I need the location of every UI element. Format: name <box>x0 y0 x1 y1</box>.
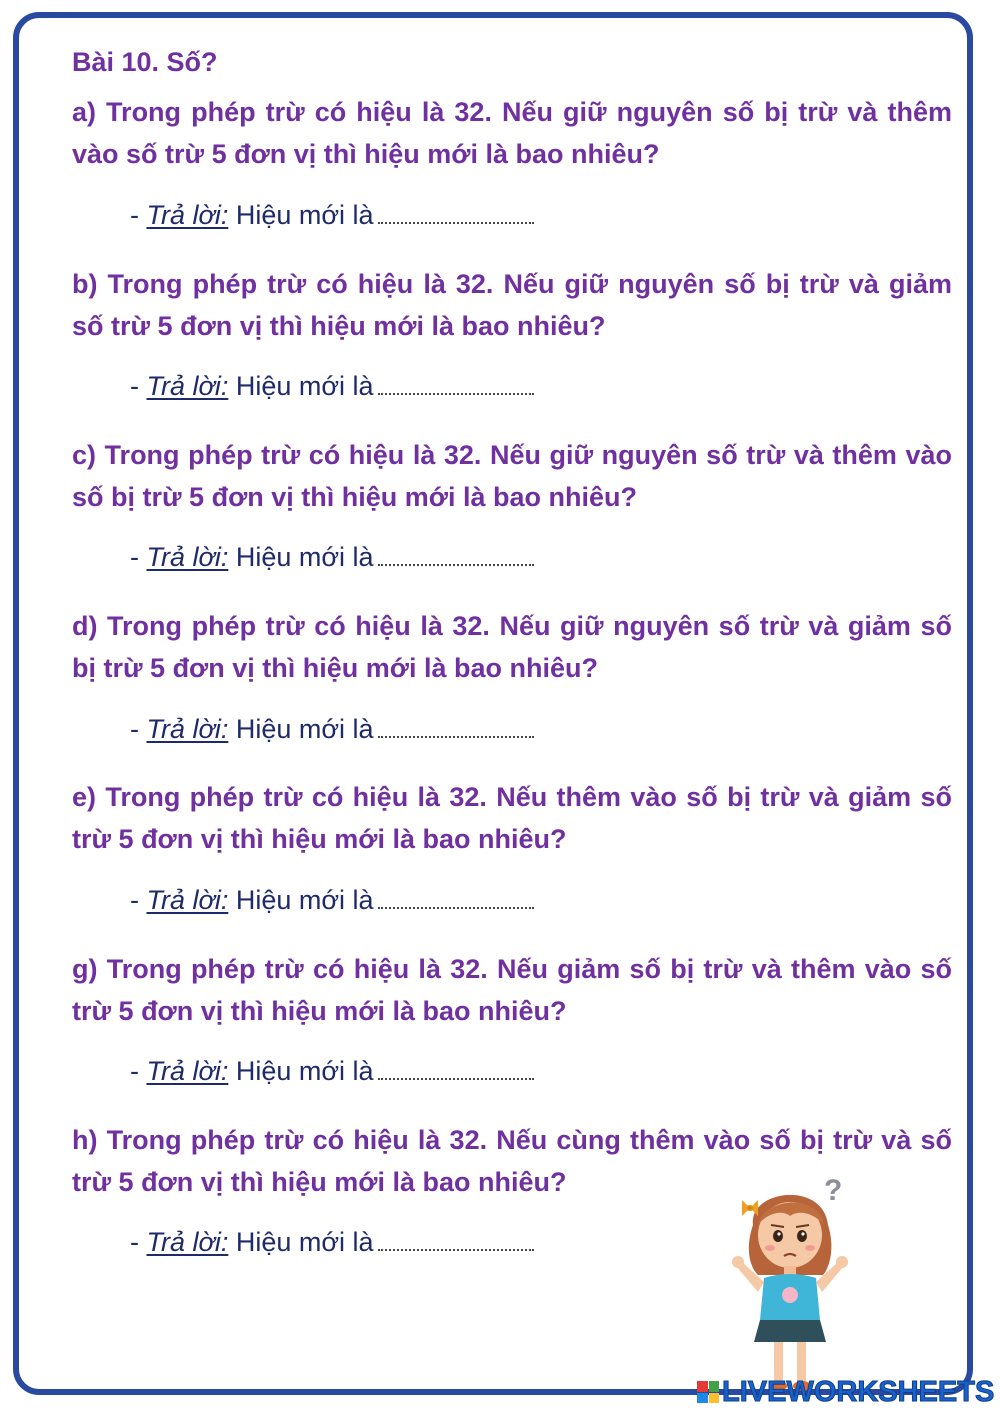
question-mark-icon: ? <box>824 1174 843 1207</box>
liveworksheets-mark-icon <box>697 1381 719 1403</box>
answer-label: Trả lời: <box>146 885 229 915</box>
answer-blank-g[interactable] <box>378 1072 534 1080</box>
answer-line-b <box>130 371 534 402</box>
answer-blank-d[interactable] <box>378 730 534 738</box>
answer-dash: - <box>130 1056 147 1086</box>
question-b: b) Trong phép trừ có hiệu là 32. Nếu giữ nguyên số bị trừ và giảm số trừ 5 đơn vị thì hiệu mới là bao nhiêu? <box>72 269 952 341</box>
answer-blank-h[interactable] <box>378 1243 534 1251</box>
answer-prefix: Hiệu mới là <box>228 1227 374 1257</box>
answer-line-h <box>130 1227 534 1258</box>
answer-dash: - <box>130 1227 147 1257</box>
answer-blank-e[interactable] <box>378 901 534 909</box>
answer-label: Trả lời: <box>146 1056 229 1086</box>
answer-dash: - <box>130 885 147 915</box>
question-a: a) Trong phép trừ có hiệu là 32. Nếu giữ nguyên số bị trừ và thêm vào số trừ 5 đơn vị thì hiệu mới là bao nhiêu? <box>72 97 952 169</box>
answer-prefix: Hiệu mới là <box>228 542 374 572</box>
answer-prefix: Hiệu mới là <box>228 371 374 401</box>
answer-prefix: Hiệu mới là <box>228 200 374 230</box>
answer-label: Trả lời: <box>146 542 229 572</box>
liveworksheets-wordmark: LIVEWORKSHEETS <box>722 1375 995 1408</box>
question-h: h) Trong phép trừ có hiệu là 32. Nếu cùng thêm vào số bị trừ và số trừ 5 đơn vị thì hiệu mới là bao nhiêu? <box>72 1125 952 1197</box>
answer-blank-c[interactable] <box>378 558 534 566</box>
question-d: d) Trong phép trừ có hiệu là 32. Nếu giữ nguyên số trừ và giảm số bị trừ 5 đơn vị thì hiệu mới là bao nhiêu? <box>72 611 952 683</box>
confused-girl-illustration <box>728 1170 858 1400</box>
question-c: c) Trong phép trừ có hiệu là 32. Nếu giữ nguyên số trừ và thêm vào số bị trừ 5 đơn vị thì hiệu mới là bao nhiêu? <box>72 440 952 512</box>
answer-prefix: Hiệu mới là <box>228 1056 374 1086</box>
answer-line-e <box>130 885 534 916</box>
answer-blank-b[interactable] <box>378 387 534 395</box>
answer-dash: - <box>130 200 147 230</box>
answer-prefix: Hiệu mới là <box>228 885 374 915</box>
answer-label: Trả lời: <box>146 714 229 744</box>
answer-line-d <box>130 714 534 745</box>
answer-dash: - <box>130 371 147 401</box>
answer-blank-a[interactable] <box>378 216 534 224</box>
answer-dash: - <box>130 542 147 572</box>
exercise-title: Bài 10. Số? <box>72 47 218 77</box>
answer-label: Trả lời: <box>146 371 229 401</box>
liveworksheets-logo <box>697 1374 994 1410</box>
answer-label: Trả lời: <box>146 1227 229 1257</box>
answer-label: Trả lời: <box>146 200 229 230</box>
answer-prefix: Hiệu mới là <box>228 714 374 744</box>
answer-line-a <box>130 200 534 231</box>
answer-dash: - <box>130 714 147 744</box>
question-e: e) Trong phép trừ có hiệu là 32. Nếu thêm vào số bị trừ và giảm số trừ 5 đơn vị thì hiệu mới là bao nhiêu? <box>72 782 952 854</box>
question-g: g) Trong phép trừ có hiệu là 32. Nếu giảm số bị trừ và thêm vào số trừ 5 đơn vị thì hiệu mới là bao nhiêu? <box>72 954 952 1026</box>
answer-line-g <box>130 1056 534 1087</box>
answer-line-c <box>130 542 534 573</box>
